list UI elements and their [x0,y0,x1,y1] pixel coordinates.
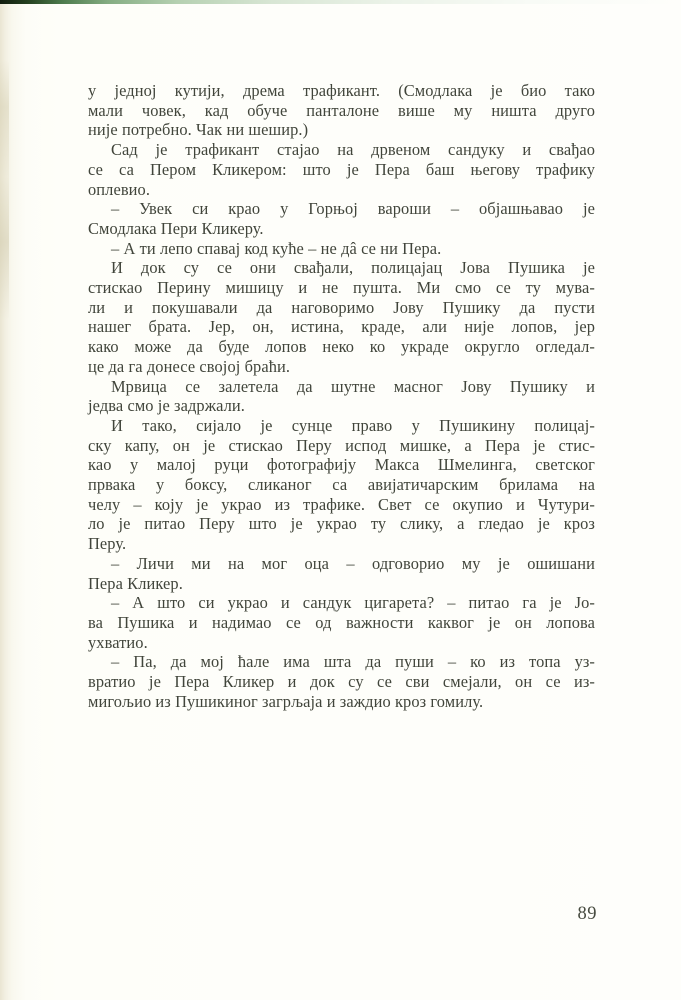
text-line: ску капу, он је стискао Перу испод мишке, а Пера је стис- [88,435,595,455]
text-line: једва смо је задржали. [88,396,245,416]
text-line: како може да буде лопов неко ко украде округло огледал- [88,337,595,357]
text-line: – Личи ми на мог оца – одговорио му је ошишани [111,553,595,573]
text-line: мигољио из Пушикиног загрљаја и заждио кроз гомилу. [88,691,484,711]
text-line: ва Пушика и надимао се од важности каквог је он лопова [88,612,595,632]
text-line: И тако, сијало је сунце право у Пушикину полицај- [111,415,595,435]
text-line: це да га донесе својој браћи. [88,356,291,376]
text-line: Смодлака Пери Кликеру. [88,218,264,238]
text-line: Сад је трафикант стајао на дрвеном сандуку и свађао [111,140,595,160]
text-line: ло је питао Перу што је украо ту слику, а гледао је кроз [88,514,595,534]
text-line: Мрвица се залетела да шутне масног Јову Пушику и [111,376,595,396]
text-line: ли и покушавали да наговоримо Јову Пушику да пусти [88,297,595,317]
text-line: стискао Перину мишицу и не пушта. Ми смо се ту мува- [88,278,595,298]
text-line: вратио је Пера Кликер и док су се сви смејали, он се из- [88,672,595,692]
text-line: Пера Кликер. [88,573,183,593]
text-line: – Увек си крао у Горњој вароши – објашњавао је [111,199,595,219]
text-line: – Па, да мој ћале има шта да пуши – ко из топа уз- [111,652,595,672]
text-line: челу – коју је украо из трафике. Свет се окупио и Чутури- [88,494,595,514]
text-line: мали човек, кад обуче панталоне више му ништа друго [88,100,595,120]
text-line: у једној кутији, дрема трафикант. (Смодлака је био тако [88,81,595,100]
text-line: првака у боксу, сликаног са авијатичарским брилама на [88,475,595,495]
text-line: – А што си украо и сандук цигарета? – питао га је Јо- [111,593,595,613]
page-text [88,81,595,712]
page-left-edge-shadow [0,60,9,320]
text-line: нашег брата. Јер, он, истина, краде, али није лопов, јер [88,317,595,337]
text-line: Перу. [88,534,127,554]
text-line: И док су се они свађали, полицајац Јова Пушика је [111,258,595,278]
page-number: 89 [577,904,597,924]
text-line: се са Пером Кликером: што је Пера баш његову трафику [88,159,595,179]
scan-top-edge [0,0,681,4]
text-line: ухватио. [88,632,148,652]
text-line: оплевио. [88,179,151,199]
text-line: није потребно. Чак ни шешир.) [88,120,309,140]
text-line: као у малој руци фотографију Макса Шмелинга, светског [88,455,595,475]
text-line: – А ти лепо спавај код куће – не дâ се ни Пера. [111,238,442,258]
